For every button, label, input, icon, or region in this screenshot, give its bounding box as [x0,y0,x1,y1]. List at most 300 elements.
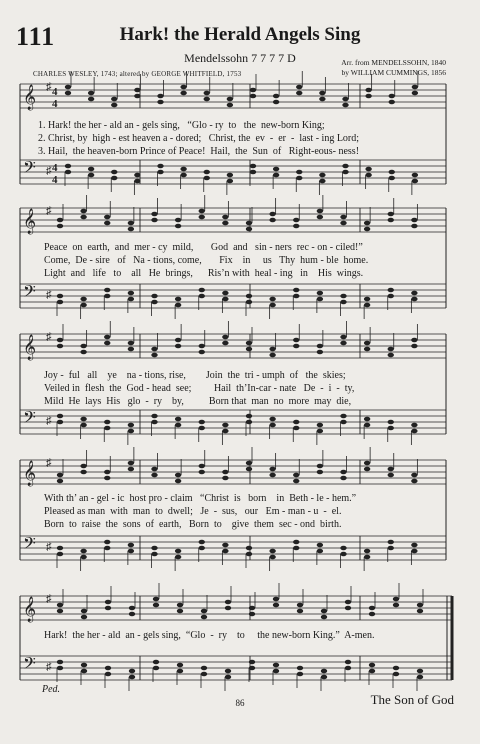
note-head [151,212,157,217]
note-head [417,675,423,680]
note-head [388,546,394,551]
note-head [388,540,394,545]
note-head [57,666,63,671]
note-head [388,288,394,293]
note-head [175,473,181,478]
note-head [104,546,110,551]
note-head [249,612,255,617]
note-head [80,470,86,475]
note-head [129,675,135,680]
note-head [151,300,157,305]
treble-clef: 𝄞 [23,335,37,360]
note-head [57,552,63,557]
note-head [364,461,370,466]
note-head [199,288,205,293]
note-head [57,218,63,223]
note-head [246,347,252,352]
sharp-accidental: ♯ [46,205,52,217]
note-head [250,170,256,175]
note-head [246,546,252,551]
note-head [151,414,157,419]
note-head [345,660,351,665]
note-head [128,341,134,346]
note-head [246,414,252,419]
note-head [227,179,233,184]
note-head [388,353,394,358]
note-head [199,215,205,220]
lyric-line: 1. Hark! the her - ald an - gels sing, “Glo - ry to the new-born King; [38,120,325,131]
note-head [249,660,255,665]
note-head [151,218,157,223]
note-head [81,669,87,674]
note-head [128,543,134,548]
note-head [201,615,207,620]
lyric-line: With th’ an - gel - ic host pro - claim “Christ is born in Beth - le - hem.” [44,493,357,504]
hymn-number: 111 [16,22,56,51]
lyric-line: Hark! the her - ald an - gels sing, “Glo - ry to the new-born King.” A-men. [44,630,375,641]
note-head [411,224,417,229]
note-head [111,170,117,175]
note-head [412,179,418,184]
note-head [364,297,370,302]
note-head [134,88,140,93]
note-head [157,100,163,105]
note-head [246,552,252,557]
note-head [246,221,252,226]
note-head [364,467,370,472]
note-head [128,423,134,428]
note-head [369,663,375,668]
note-head [57,660,63,665]
note-head [321,669,327,674]
note-head [340,215,346,220]
note-head [80,215,86,220]
note-head [111,103,117,108]
lyric-line: Light and life to all He brings, Ris’n with heal - ing in His wings. [44,268,364,279]
note-head [157,94,163,99]
note-head [222,297,228,302]
note-head [388,473,394,478]
note-head [65,164,71,169]
note-head [104,476,110,481]
note-head [88,97,94,102]
note-head [88,167,94,172]
note-head [177,663,183,668]
note-head [175,297,181,302]
note-head [134,173,140,178]
note-head [293,546,299,551]
note-head [369,669,375,674]
note-head [222,221,228,226]
note-head [411,429,417,434]
note-head [293,224,299,229]
note-head [273,669,279,674]
note-head [222,215,228,220]
note-head [269,549,275,554]
note-head [365,167,371,172]
note-head [317,429,323,434]
sharp-accidental: ♯ [46,165,52,177]
lyric-line: Pleased as man with man to dwell; Je - sus, our Em - man - u - el. [44,506,342,517]
note-head [273,663,279,668]
note-head [199,350,205,355]
note-head [417,669,423,674]
note-head [269,353,275,358]
note-head [293,288,299,293]
note-head [317,543,323,548]
note-head [393,603,399,608]
note-head [411,344,417,349]
note-head [175,417,181,422]
lyric-line: Mild He lays His glo - ry by, Born that man no more may die, [44,396,352,407]
note-head [199,546,205,551]
note-head [342,170,348,175]
note-head [365,173,371,178]
note-head [388,212,394,217]
note-head [157,164,163,169]
note-head [81,663,87,668]
note-head [104,221,110,226]
note-head [364,549,370,554]
note-head [153,597,159,602]
note-head [151,467,157,472]
sharp-accidental: ♯ [46,593,52,605]
note-head [364,303,370,308]
note-head [246,420,252,425]
note-head [128,227,134,232]
note-head [317,464,323,469]
sharp-accidental: ♯ [46,457,52,469]
note-head [389,176,395,181]
note-head [128,429,134,434]
note-head [222,470,228,475]
note-head [269,417,275,422]
note-head [340,335,346,340]
tune-name: Mendelssohn 7 7 7 7 D [184,51,296,65]
note-head [80,297,86,302]
note-head [80,344,86,349]
note-head [345,606,351,611]
note-head [151,546,157,551]
note-head [128,221,134,226]
note-head [340,300,346,305]
lyric-line: Come, De - sire of Na - tions, come, Fix in us Thy hum - ble home. [44,255,369,266]
note-head [222,291,228,296]
note-head [222,476,228,481]
note-head [175,338,181,343]
note-head [296,170,302,175]
note-head [411,297,417,302]
note-head [175,423,181,428]
note-head [153,603,159,608]
note-head [134,179,140,184]
note-head [293,426,299,431]
note-head [269,303,275,308]
note-head [199,344,205,349]
note-head [411,473,417,478]
note-head [57,609,63,614]
note-head [57,546,63,551]
note-head [273,173,279,178]
note-head [105,600,111,605]
treble-clef: 𝄞 [23,209,37,234]
note-head [151,353,157,358]
note-head [104,341,110,346]
note-head [345,666,351,671]
note-head [296,91,302,96]
note-head [364,555,370,560]
note-head [317,297,323,302]
sharp-accidental: ♯ [46,289,52,301]
note-head [364,423,370,428]
note-head [293,473,299,478]
note-head [222,423,228,428]
note-head [104,294,110,299]
note-head [57,473,63,478]
note-head [296,85,302,90]
note-head [225,669,231,674]
note-head [199,294,205,299]
treble-clef: 𝄞 [23,85,37,110]
note-head [104,288,110,293]
note-head [128,467,134,472]
note-head [388,426,394,431]
note-head [246,461,252,466]
section-title: The Son of God [370,692,454,707]
note-head [199,420,205,425]
note-head [369,612,375,617]
note-head [128,297,134,302]
note-head [201,672,207,677]
note-head [411,543,417,548]
note-head [317,209,323,214]
note-head [129,612,135,617]
bass-clef: 𝄢 [23,407,36,431]
note-head [273,167,279,172]
note-head [57,300,63,305]
time-signature: 4 [52,162,58,174]
note-head [199,209,205,214]
note-head [317,423,323,428]
note-head [317,470,323,475]
note-head [319,173,325,178]
time-signature: 4 [52,86,58,98]
arrangement-credit-line-1: Arr. from MENDELSSOHN, 1840 [341,58,446,67]
note-head [175,479,181,484]
note-head [345,600,351,605]
note-head [104,470,110,475]
note-head [80,209,86,214]
note-head [411,549,417,554]
note-head [340,294,346,299]
note-head [80,549,86,554]
note-head [225,600,231,605]
note-head [151,473,157,478]
bass-clef: 𝄢 [23,157,36,181]
arrangement-credit-line-2: by WILLIAM CUMMINGS, 1856 [341,68,446,77]
lyric-line: Peace on earth, and mer - cy mild, God and sin - ners rec - on - ciled!” [44,242,363,253]
note-head [104,335,110,340]
note-head [297,672,303,677]
note-head [177,603,183,608]
note-head [175,224,181,229]
note-head [65,170,71,175]
note-head [269,555,275,560]
note-head [389,170,395,175]
note-head [246,300,252,305]
note-head [364,227,370,232]
note-head [321,675,327,680]
note-head [204,176,210,181]
note-head [153,666,159,671]
note-head [340,420,346,425]
note-head [340,552,346,557]
sharp-accidental: ♯ [46,541,52,553]
note-head [105,606,111,611]
note-head [153,660,159,665]
note-head [57,338,63,343]
note-head [80,350,86,355]
note-head [57,414,63,419]
note-head [175,344,181,349]
note-head [201,609,207,614]
note-head [222,549,228,554]
note-head [319,97,325,102]
note-head [65,91,71,96]
note-head [412,173,418,178]
note-head [88,91,94,96]
note-head [128,461,134,466]
note-head [57,344,63,349]
lyric-line: Born to raise the sons of earth, Born to give them sec - ond birth. [44,519,342,530]
note-head [269,467,275,472]
note-head [222,429,228,434]
note-head [246,294,252,299]
note-head [411,338,417,343]
note-head [417,603,423,608]
note-head [297,666,303,671]
note-head [317,291,323,296]
note-head [65,85,71,90]
note-head [293,338,299,343]
note-head [388,294,394,299]
note-head [175,549,181,554]
note-head [317,350,323,355]
note-head [293,294,299,299]
note-head [104,540,110,545]
words-credit: CHARLES WESLEY, 1743; altered by GEORGE WHITFIELD, 1753 [33,70,242,78]
note-head [317,215,323,220]
treble-clef: 𝄞 [23,597,37,622]
note-head [412,91,418,96]
note-head [317,549,323,554]
note-head [111,176,117,181]
note-head [321,609,327,614]
note-head [199,426,205,431]
note-head [364,417,370,422]
time-signature: 4 [52,98,58,110]
note-head [417,609,423,614]
note-head [293,218,299,223]
note-head [369,606,375,611]
note-head [81,609,87,614]
note-head [250,94,256,99]
note-head [364,347,370,352]
note-head [128,347,134,352]
note-head [199,470,205,475]
note-head [225,606,231,611]
note-head [128,549,134,554]
note-head [151,294,157,299]
note-head [81,615,87,620]
note-head [80,464,86,469]
note-head [293,420,299,425]
note-head [388,467,394,472]
note-head [104,420,110,425]
lyric-line: Veiled in flesh the God - head see; Hail th’In-car - nate De - i - ty, [44,383,355,394]
note-head [57,224,63,229]
note-head [180,91,186,96]
note-head [269,347,275,352]
note-head [227,97,233,102]
time-signature: 4 [52,174,58,186]
note-head [175,218,181,223]
note-head [342,103,348,108]
note-head [80,417,86,422]
note-head [249,666,255,671]
note-head [151,552,157,557]
note-head [393,666,399,671]
pedal-mark: Ped. [42,684,61,695]
note-head [296,176,302,181]
sharp-accidental: ♯ [46,331,52,343]
bass-clef: 𝄢 [23,653,36,677]
note-head [393,672,399,677]
note-head [157,170,163,175]
note-head [340,221,346,226]
bass-clef: 𝄢 [23,281,36,305]
note-head [151,420,157,425]
note-head [342,97,348,102]
note-head [57,294,63,299]
note-head [134,94,140,99]
note-head [411,423,417,428]
note-head [364,341,370,346]
note-head [273,94,279,99]
note-head [222,335,228,340]
note-head [246,467,252,472]
note-head [80,303,86,308]
note-head [204,91,210,96]
note-head [180,173,186,178]
note-head [105,666,111,671]
note-head [250,88,256,93]
note-head [319,179,325,184]
note-head [201,666,207,671]
note-head [389,94,395,99]
note-head [411,218,417,223]
note-head [175,555,181,560]
note-head [151,347,157,352]
treble-clef: 𝄞 [23,461,37,486]
note-head [319,91,325,96]
note-head [340,414,346,419]
note-head [225,675,231,680]
note-head [269,218,275,223]
bass-clef: 𝄢 [23,533,36,557]
note-head [269,212,275,217]
note-head [199,464,205,469]
